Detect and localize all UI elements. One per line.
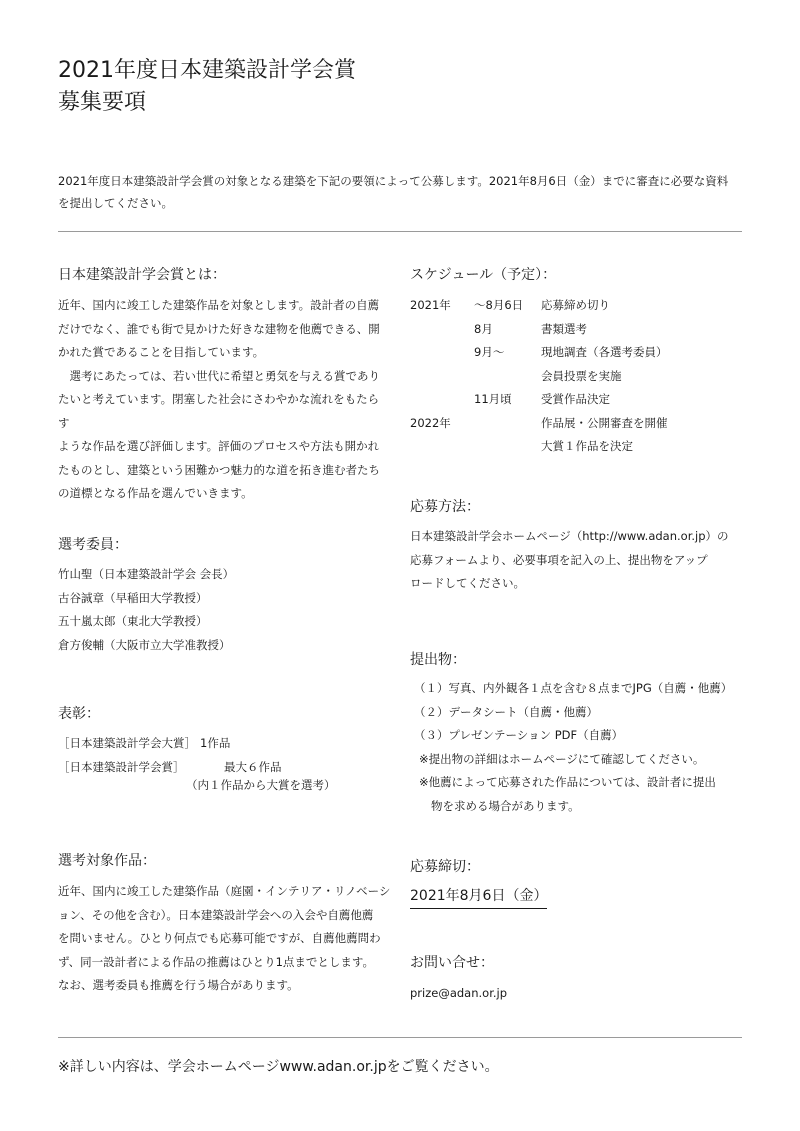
intro-paragraph <box>58 170 748 214</box>
deadline-section <box>410 857 750 909</box>
jury-section <box>58 535 388 657</box>
submission-item: （３）プレゼンテーション PDF（自薦） <box>414 728 624 742</box>
about-line: 近年、国内に竣工した建築作品を対象とします。設計者の自薦 <box>58 298 380 312</box>
award-prize-name: ［日本建築設計学会賞］ <box>58 759 185 774</box>
schedule-row <box>410 341 750 365</box>
about-line: だけでなく、誰でも街で見かけた好きな建物を他薦できる、開 <box>58 321 380 336</box>
about-line: たいと考えています。閉塞した社会にさわやかな流れをもたらす <box>58 392 380 430</box>
schedule-event: 書類選考 <box>541 321 587 336</box>
submission-note: ※提出物の詳細はホームページにて確認してください。 <box>419 751 705 766</box>
jury-heading: 選考委員： <box>58 537 128 553</box>
deadline-date: 2021年8月6日（金） <box>410 886 547 909</box>
method-heading: 応募方法： <box>410 499 480 515</box>
schedule-row <box>410 435 750 459</box>
submission-list <box>414 677 760 818</box>
method-line: 応募フォームより、必要事項を記入の上、提出物をアップ <box>410 552 708 567</box>
schedule-row <box>410 365 750 389</box>
submission-item: （２）データシート（自薦・他薦） <box>414 704 598 719</box>
award-grand-count: 1作品 <box>200 736 231 750</box>
schedule-year: 2022年 <box>410 415 451 430</box>
method-line: 日本建築設計学会ホームページ（http://www.adan.or.jp）の <box>410 529 729 543</box>
award-grand-name: ［日本建築設計学会大賞］ <box>58 736 196 750</box>
schedule-event: 現地調査（各選考委員） <box>541 345 668 359</box>
contact-heading: お問い合せ： <box>410 955 494 971</box>
about-line: たものとし、建築という困難かつ魅力的な道を拓き進む者たち <box>58 462 380 477</box>
about-line: 選考にあたっては、若い世代に希望と勇気を与える賞であり <box>69 368 380 383</box>
awards-heading: 表彰： <box>58 706 100 722</box>
submission-item: （１）写真、内外観各１点を含む８点までJPG（自薦・他薦） <box>414 681 733 695</box>
award-prize-note: （内１作品から大賞を選考） <box>186 778 336 792</box>
schedule-event: 会員投票を実施 <box>541 368 622 383</box>
bottom-divider <box>58 1037 742 1038</box>
about-line: ような作品を選び評価します。評価のプロセスや方法も開かれ <box>58 439 380 453</box>
about-body <box>58 294 388 506</box>
eligible-section <box>58 851 398 998</box>
about-heading: 日本建築設計学会賞とは： <box>58 267 226 283</box>
schedule-row <box>410 412 750 436</box>
submission-note: ※他薦によって応募された作品については、設計者に提出 <box>419 775 716 789</box>
schedule-date: 9月～ <box>474 345 505 359</box>
method-section <box>410 497 750 596</box>
about-line: かれた賞であることを目指しています。 <box>58 345 265 359</box>
about-line: の道標となる作品を選んでいきます。 <box>58 486 253 500</box>
schedule-row <box>410 294 750 318</box>
intro-line-2: を提出してください。 <box>58 196 173 210</box>
submission-note: 物を求める場合があります。 <box>431 798 580 813</box>
contact-email: prize@adan.or.jp <box>410 986 508 1000</box>
award-prize-note-row <box>58 779 388 803</box>
schedule-row <box>410 318 750 342</box>
schedule-event: 応募締め切り <box>541 298 610 312</box>
schedule-heading: スケジュール（予定）： <box>410 267 557 283</box>
jury-member: 倉方俊輔（大阪市立大学准教授） <box>58 637 231 652</box>
awards-list <box>58 732 388 803</box>
schedule-date: 8月 <box>474 321 493 336</box>
about-section <box>58 265 388 506</box>
eligible-line: なお、選考委員も推薦を行う場合があります。 <box>58 978 299 992</box>
eligible-line: ず、同一設計者による作品の推薦はひとり1点までとします。 <box>58 954 374 969</box>
method-line: ロードしてください。 <box>410 576 525 590</box>
deadline-heading: 応募締切： <box>410 859 480 875</box>
intro-line-1: 2021年度日本建築設計学会賞の対象となる建築を下記の要領によって公募します。2021年8月6日（金）までに審査に必要な資料 <box>58 174 729 188</box>
eligible-heading: 選考対象作品： <box>58 853 156 869</box>
schedule-date: ～8月6日 <box>474 298 524 312</box>
jury-member: 竹山聖（日本建築設計学会 会長） <box>58 567 235 581</box>
schedule-event: 受賞作品決定 <box>541 392 610 406</box>
contact-section <box>410 953 750 1006</box>
schedule-table <box>410 294 750 459</box>
page-title <box>58 55 356 119</box>
footer-note: ※詳しい内容は、学会ホームページwww.adan.or.jpをご覧ください。 <box>58 1059 499 1075</box>
schedule-year: 2021年 <box>410 298 451 312</box>
submission-heading: 提出物： <box>410 652 466 668</box>
schedule-event: 大賞１作品を決定 <box>541 439 633 453</box>
submission-section <box>410 650 760 818</box>
eligible-line: ョン、その他を含む）。日本建築設計学会への入会や自薦他薦 <box>58 907 374 922</box>
title-line-2: 募集要項 <box>58 90 147 115</box>
schedule-date: 11月頃 <box>474 392 512 406</box>
method-body <box>410 525 750 596</box>
jury-member: 古谷誠章（早稲田大学教授） <box>58 590 208 605</box>
schedule-row <box>410 388 750 412</box>
schedule-event: 作品展・公開審査を開催 <box>541 415 668 430</box>
jury-list <box>58 563 388 657</box>
award-prize-count: 最大６作品 <box>224 759 282 774</box>
eligible-body <box>58 880 398 998</box>
eligible-line: 近年、国内に竣工した建築作品（庭園・インテリア・リノベーシ <box>58 884 391 898</box>
award-grand-row <box>58 732 388 756</box>
jury-member: 五十嵐太郎（東北大学教授） <box>58 614 208 628</box>
schedule-section <box>410 265 750 459</box>
eligible-line: を問いません。ひとり何点でも応募可能ですが、自薦他薦問わ <box>58 931 381 945</box>
title-line-1: 2021年度日本建築設計学会賞 <box>58 58 356 83</box>
awards-section <box>58 704 388 803</box>
top-divider <box>58 231 742 232</box>
